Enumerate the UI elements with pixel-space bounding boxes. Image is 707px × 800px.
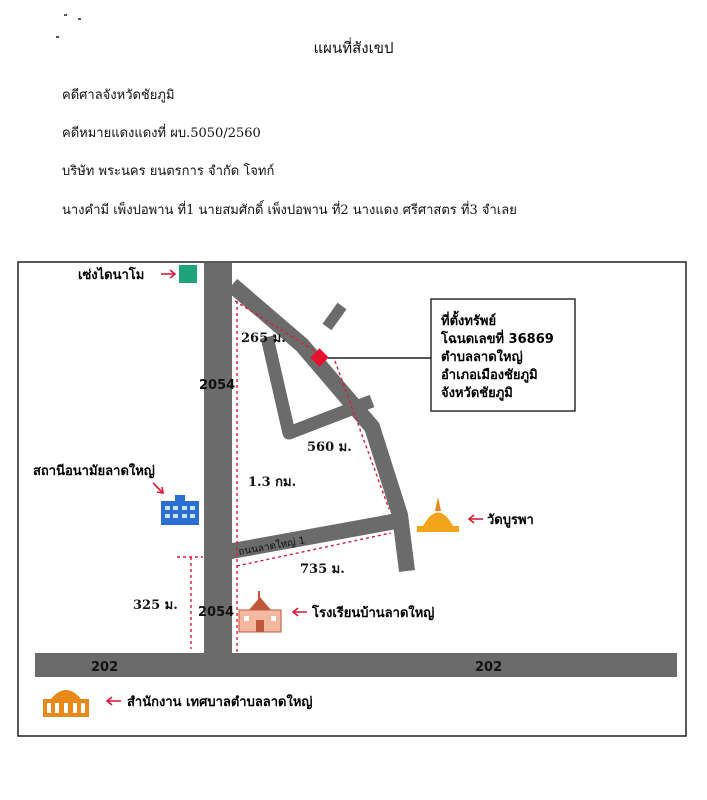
health-station-label: สถานีอนามัยลาดใหญ่: [33, 464, 155, 479]
court-line: คดีศาลจังหวัดชัยภูมิ: [62, 88, 175, 103]
store-label: เซ่งไดนาโม: [78, 268, 145, 283]
temple-label: วัดบูรพา: [487, 513, 534, 528]
school-label: โรงเรียนบ้านลาดใหญ่: [312, 606, 435, 621]
document-title: แผนที่สังเขป: [313, 39, 394, 57]
office-label: สำนักงาน เทศบาลตำบลลาดใหญ่: [127, 695, 313, 710]
property-title: ที่ตั้งทรัพย์: [441, 314, 497, 329]
scan-speck: [78, 18, 81, 20]
scan-speck: [64, 14, 67, 16]
plaintiff-line: บริษัท พระนคร ยนตรการ จำกัด โจทก์: [62, 164, 275, 179]
highway-202: [35, 653, 677, 677]
property-district: อำเภอเมืองชัยภูมิ: [441, 368, 538, 383]
distance-265: 265 ม.: [241, 331, 286, 346]
distance-1300: 1.3 กม.: [248, 475, 297, 490]
distance-560: 560 ม.: [307, 440, 352, 455]
road-label-202-right: 202: [475, 660, 503, 675]
property-info-box: [431, 299, 575, 411]
road-label-2054-lower: 2054: [198, 605, 235, 620]
road-label-2054-upper: 2054: [199, 378, 236, 393]
location-map: [17, 261, 687, 737]
property-subdistrict: ตำบลลาดใหญ่: [441, 350, 523, 365]
case-number-line: คดีหมายแดงแดงที่ ผบ.5050/2560: [62, 126, 261, 141]
property-deed: โฉนดเลขที่ 36869: [441, 332, 554, 347]
distance-325: 325 ม.: [133, 598, 178, 613]
store-icon: [179, 265, 197, 283]
distance-735: 735 ม.: [300, 562, 345, 577]
defendants-line: นางคำมี เพ็งปอพาน ที่1 นายสมศักดิ์ เพ็งปอพาน ที่2 นางแดง ศรีศาสตร ที่3 จำเลย: [62, 203, 517, 218]
road-label-lat-yai-1: ถนนลาดใหญ่ 1: [237, 535, 306, 558]
road-label-202-left: 202: [91, 660, 119, 675]
property-province: จังหวัดชัยภูมิ: [441, 386, 513, 401]
road-2054: [204, 263, 232, 653]
